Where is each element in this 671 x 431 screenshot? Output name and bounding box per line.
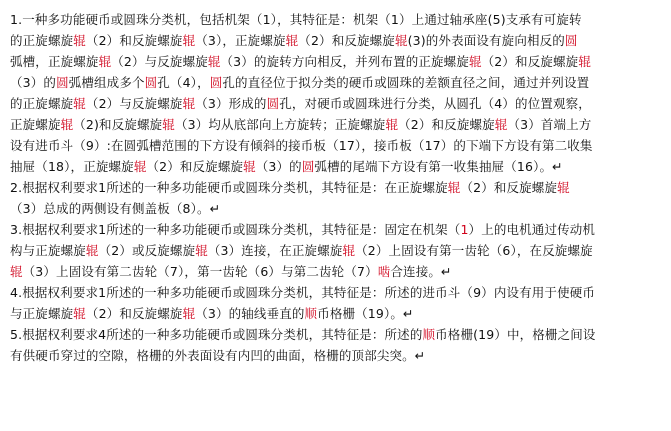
text-segment: 5.根据权利要求4所述的一种多功能硬币或圆珠分类机，其特征是：所述的	[10, 327, 423, 342]
claim-paragraph	[10, 282, 665, 324]
text-segment: （2）和反旋螺旋	[146, 159, 244, 174]
highlighted-term: 圆	[301, 159, 315, 174]
highlighted-term: 辊	[494, 117, 508, 132]
highlighted-term: 辊	[73, 306, 86, 321]
text-line	[10, 30, 665, 51]
highlighted-term: 辊	[207, 54, 221, 69]
text-segment: 1.一种多功能硬币或圆珠分类机，包括机架（1），其特征是：机架（1）上通过轴承座(5)支承有可旋转	[10, 12, 582, 27]
highlighted-term: 辊	[557, 180, 570, 195]
text-segment: 弧槽，正旋螺旋	[10, 54, 99, 69]
highlighted-term: 辊	[447, 180, 461, 195]
highlighted-term: 辊	[385, 117, 399, 132]
highlighted-term: 辊	[182, 96, 196, 111]
text-segment: （3）的	[10, 75, 57, 90]
text-line	[10, 240, 665, 261]
text-segment: 币格栅(19）中，格栅之间设	[435, 327, 596, 342]
text-segment: 3.根据权利要求1所述的一种多功能硬币或圆珠分类机，其特征是：固定在机架（	[10, 222, 461, 237]
text-segment: （3）的	[255, 159, 302, 174]
text-segment: （3）均从底部向上方旋转；正旋螺旋	[174, 117, 386, 132]
text-line	[10, 72, 665, 93]
highlighted-term: 1	[460, 222, 469, 237]
highlighted-term: 辊	[73, 96, 86, 111]
text-segment: （2）和反旋螺旋	[85, 306, 183, 321]
text-line	[10, 219, 665, 240]
text-segment: （3）的轴线垂直的	[195, 306, 305, 321]
highlighted-term: 啮	[377, 264, 391, 279]
text-line	[10, 177, 665, 198]
text-line	[10, 135, 665, 156]
text-segment: 弧槽组成多个	[68, 75, 145, 90]
text-line	[10, 261, 665, 282]
text-segment: 设有进币斗（9）:在圆弧槽范围的下方设有倾斜的接币板（17），接币板（17）的下端下方设有第二收集	[10, 138, 593, 153]
highlighted-term: 辊	[182, 306, 196, 321]
text-line	[10, 282, 665, 303]
text-segment: （3），正旋螺旋	[195, 33, 286, 48]
text-segment: 与正旋螺旋	[10, 306, 74, 321]
text-segment: 2.根据权利要求1所述的一种多功能硬币或圆珠分类机，其特征是：在正旋螺旋	[10, 180, 448, 195]
text-segment: ）上的电机通过传动机	[468, 222, 596, 237]
highlighted-term: 圆	[266, 96, 280, 111]
text-line	[10, 51, 665, 72]
text-segment: 弧槽的尾端下方设有第一收集抽屉（16）。↵	[314, 159, 563, 174]
highlighted-term: 辊	[73, 33, 86, 48]
highlighted-term: 圆	[56, 75, 69, 90]
text-line	[10, 303, 665, 324]
text-segment: （2）和反旋螺旋	[460, 180, 558, 195]
highlighted-term: 辊	[469, 54, 482, 69]
highlighted-term: 辊	[195, 243, 208, 258]
text-segment: 币格栅（19）。↵	[317, 306, 414, 321]
claim-paragraph	[10, 324, 665, 366]
text-segment: （2）与反旋螺旋	[85, 96, 183, 111]
highlighted-term: 辊	[342, 243, 356, 258]
text-segment: （2）上固设有第一齿轮（6），在反旋螺旋	[355, 243, 593, 258]
text-segment: （3）形成的	[195, 96, 267, 111]
claim-paragraph	[10, 177, 665, 219]
text-line	[10, 156, 665, 177]
text-segment: 合连接。↵	[390, 264, 452, 279]
text-segment: 构与正旋螺旋	[10, 243, 86, 258]
text-segment: （2）或反旋螺旋	[98, 243, 196, 258]
text-line	[10, 114, 665, 135]
text-segment: 抽屉（18），正旋螺旋	[10, 159, 134, 174]
text-segment: 孔的直径位于拟分类的硬币或圆珠的差额直径之间，通过并列设置	[222, 75, 590, 90]
highlighted-term: 辊	[285, 33, 299, 48]
text-line	[10, 324, 665, 345]
highlighted-term: 辊	[98, 54, 112, 69]
highlighted-term: 辊	[182, 33, 196, 48]
text-segment: 孔，对硬币或圆珠进行分类，从圆孔（4）的位置观察，	[279, 96, 591, 111]
text-segment: （2）和反旋螺旋	[398, 117, 495, 132]
claim-paragraph	[10, 9, 665, 177]
highlighted-term: 辊	[162, 117, 175, 132]
claim-paragraph	[10, 219, 665, 282]
highlighted-term: 辊	[10, 264, 23, 279]
highlighted-term: 顺	[422, 327, 436, 342]
text-segment: （2）与反旋螺旋	[111, 54, 208, 69]
text-line	[10, 9, 665, 30]
text-segment: （2)和反旋螺旋	[73, 117, 163, 132]
text-segment: 4.根据权利要求1所述的一种多功能硬币或圆珠分类机，其特征是：所述的进币斗（9）内设有用于使硬币	[10, 285, 596, 300]
text-line	[10, 93, 665, 114]
text-segment: （3）的旋转方向相反，并列布置的正旋螺旋	[220, 54, 469, 69]
highlighted-term: 辊	[578, 54, 591, 69]
text-line	[10, 198, 665, 219]
text-segment: 孔（4），	[157, 75, 210, 90]
text-segment: 正旋螺旋	[10, 117, 61, 132]
highlighted-term: 顺	[304, 306, 318, 321]
text-segment: 的正旋螺旋	[10, 33, 74, 48]
text-segment: （3）连接，在正旋螺旋	[207, 243, 343, 258]
text-segment: （2）和反旋螺旋	[85, 33, 183, 48]
text-segment: （3）上固设有第二齿轮（7），第一齿轮（6）与第二齿轮（7）	[22, 264, 378, 279]
text-segment: （2）和反旋螺旋	[481, 54, 579, 69]
highlighted-term: 辊	[133, 159, 147, 174]
text-segment: 有供硬币穿过的空隙，格栅的外表面设有内凹的曲面，格栅的顶部尖突。↵	[10, 348, 426, 363]
highlighted-term: 辊	[394, 33, 408, 48]
text-segment: (3)的外表面设有旋向相反的	[407, 33, 565, 48]
highlighted-term: 辊	[85, 243, 99, 258]
text-segment: （2）和反旋螺旋	[298, 33, 395, 48]
highlighted-term: 圆	[209, 75, 223, 90]
text-line	[10, 345, 665, 366]
highlighted-term: 圆	[564, 33, 578, 48]
text-segment: 的正旋螺旋	[10, 96, 74, 111]
highlighted-term: 辊	[243, 159, 256, 174]
text-segment: （3）总成的两侧设有侧盖板（8）。↵	[10, 201, 221, 216]
text-segment: （3）首端上方	[507, 117, 592, 132]
highlighted-term: 辊	[60, 117, 74, 132]
highlighted-term: 圆	[144, 75, 158, 90]
